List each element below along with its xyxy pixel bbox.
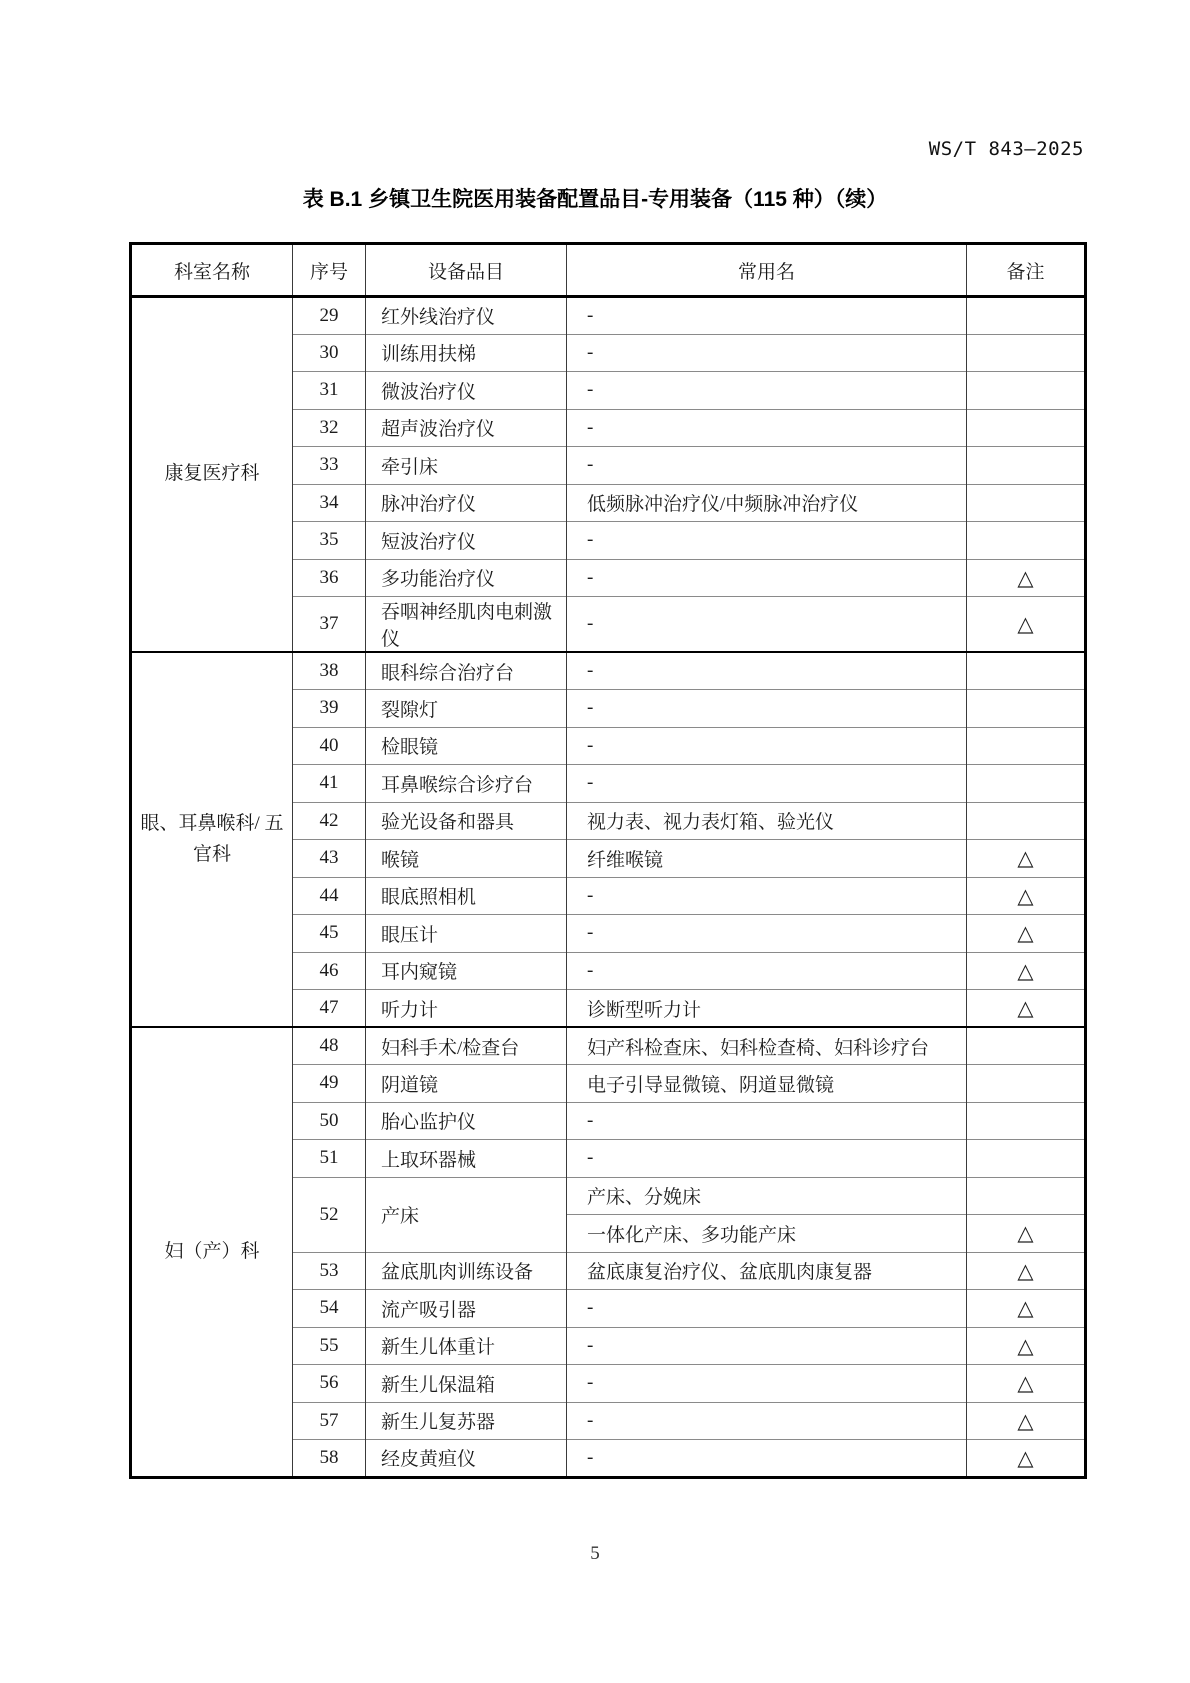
common-name-cell: - [567,447,967,485]
common-name-cell: - [567,334,967,372]
common-name-cell: - [567,1290,967,1328]
equipment-table [129,242,1087,1479]
department-cell: 眼、耳鼻喉科/ 五官科 [131,652,293,1027]
equipment-item-cell: 训练用扶梯 [366,334,567,372]
remark-cell [967,1065,1086,1103]
remark-triangle-icon: △ [967,597,1086,653]
common-name-cell: - [567,765,967,803]
remark-cell [967,1177,1086,1215]
row-number-cell: 31 [293,372,366,410]
common-name-cell: 诊断型听力计 [567,990,967,1028]
department-cell: 妇（产）科 [131,1027,293,1477]
table-title: 表 B.1 乡镇卫生院医用装备配置品目-专用装备（115 种）（续） [302,188,888,211]
equipment-item-cell: 流产吸引器 [366,1290,567,1328]
equipment-item-cell: 阴道镜 [366,1065,567,1103]
equipment-item-cell: 胎心监护仪 [366,1102,567,1140]
equipment-item-cell: 多功能治疗仪 [366,559,567,597]
remark-cell [967,802,1086,840]
common-name-cell: - [567,409,967,447]
remark-triangle-icon: △ [967,559,1086,597]
column-header: 科室名称 [131,244,293,297]
equipment-item-cell: 新生儿体重计 [366,1327,567,1365]
common-name-cell: 电子引导显微镜、阴道显微镜 [567,1065,967,1103]
remark-cell [967,372,1086,410]
equipment-item-cell: 超声波治疗仪 [366,409,567,447]
equipment-item-cell: 短波治疗仪 [366,522,567,560]
table-row [131,297,1086,335]
common-name-cell: 纤维喉镜 [567,840,967,878]
remark-triangle-icon: △ [967,840,1086,878]
remark-cell [967,765,1086,803]
equipment-item-cell: 检眼镜 [366,727,567,765]
common-name-cell: - [567,1402,967,1440]
row-number-cell: 34 [293,484,366,522]
page-number: 5 [590,1543,600,1564]
row-number-cell: 41 [293,765,366,803]
row-number-cell: 47 [293,990,366,1028]
equipment-item-cell: 裂隙灯 [366,690,567,728]
column-header: 设备品目 [366,244,567,297]
column-header: 序号 [293,244,366,297]
row-number-cell: 29 [293,297,366,335]
common-name-cell: - [567,372,967,410]
row-number-cell: 52 [293,1177,366,1252]
row-number-cell: 38 [293,652,366,690]
equipment-item-cell: 微波治疗仪 [366,372,567,410]
row-number-cell: 42 [293,802,366,840]
row-number-cell: 33 [293,447,366,485]
remark-triangle-icon: △ [967,1290,1086,1328]
doc-code: WS/T 843—2025 [928,138,1084,160]
common-name-cell: - [567,597,967,653]
equipment-item-cell: 眼科综合治疗台 [366,652,567,690]
common-name-cell: - [567,1365,967,1403]
equipment-item-cell: 上取环器械 [366,1140,567,1178]
remark-triangle-icon: △ [967,915,1086,953]
remark-cell [967,522,1086,560]
equipment-item-cell: 眼压计 [366,915,567,953]
remark-cell [967,1140,1086,1178]
row-number-cell: 53 [293,1252,366,1290]
row-number-cell: 37 [293,597,366,653]
row-number-cell: 43 [293,840,366,878]
row-number-cell: 35 [293,522,366,560]
common-name-cell: 盆底康复治疗仪、盆底肌肉康复器 [567,1252,967,1290]
remark-triangle-icon: △ [967,1252,1086,1290]
common-name-cell: 一体化产床、多功能产床 [567,1215,967,1253]
remark-cell [967,652,1086,690]
common-name-cell: - [567,915,967,953]
column-header: 备注 [967,244,1086,297]
remark-triangle-icon: △ [967,1440,1086,1478]
row-number-cell: 54 [293,1290,366,1328]
row-number-cell: 45 [293,915,366,953]
equipment-item-cell: 妇科手术/检查台 [366,1027,567,1065]
equipment-item-cell: 经皮黄疸仪 [366,1440,567,1478]
remark-triangle-icon: △ [967,990,1086,1028]
equipment-item-cell: 产床 [366,1177,567,1252]
equipment-item-cell: 牵引床 [366,447,567,485]
table-row [131,652,1086,690]
row-number-cell: 51 [293,1140,366,1178]
remark-triangle-icon: △ [967,1327,1086,1365]
remark-cell [967,484,1086,522]
row-number-cell: 46 [293,952,366,990]
remark-cell [967,1027,1086,1065]
row-number-cell: 32 [293,409,366,447]
equipment-table-wrap [129,242,1086,1479]
row-number-cell: 55 [293,1327,366,1365]
row-number-cell: 44 [293,877,366,915]
common-name-cell: - [567,1440,967,1478]
common-name-cell: - [567,652,967,690]
common-name-cell: 产床、分娩床 [567,1177,967,1215]
equipment-item-cell: 盆底肌肉训练设备 [366,1252,567,1290]
remark-cell [967,727,1086,765]
row-number-cell: 36 [293,559,366,597]
common-name-cell: - [567,690,967,728]
common-name-cell: - [567,1327,967,1365]
row-number-cell: 39 [293,690,366,728]
remark-cell [967,690,1086,728]
remark-triangle-icon: △ [967,952,1086,990]
common-name-cell: - [567,522,967,560]
row-number-cell: 58 [293,1440,366,1478]
row-number-cell: 50 [293,1102,366,1140]
equipment-item-cell: 听力计 [366,990,567,1028]
department-cell: 康复医疗科 [131,297,293,653]
equipment-item-cell: 新生儿保温箱 [366,1365,567,1403]
remark-triangle-icon: △ [967,1402,1086,1440]
remark-cell [967,447,1086,485]
common-name-cell: - [567,559,967,597]
common-name-cell: - [567,877,967,915]
row-number-cell: 30 [293,334,366,372]
remark-cell [967,334,1086,372]
common-name-cell: 低频脉冲治疗仪/中频脉冲治疗仪 [567,484,967,522]
table-row [131,1027,1086,1065]
equipment-item-cell: 耳鼻喉综合诊疗台 [366,765,567,803]
equipment-item-cell: 验光设备和器具 [366,802,567,840]
common-name-cell: - [567,952,967,990]
row-number-cell: 57 [293,1402,366,1440]
row-number-cell: 40 [293,727,366,765]
row-number-cell: 48 [293,1027,366,1065]
equipment-item-cell: 眼底照相机 [366,877,567,915]
common-name-cell: 妇产科检查床、妇科检查椅、妇科诊疗台 [567,1027,967,1065]
table-header-row [131,244,1086,297]
equipment-item-cell: 耳内窥镜 [366,952,567,990]
equipment-item-cell: 新生儿复苏器 [366,1402,567,1440]
remark-triangle-icon: △ [967,1215,1086,1253]
row-number-cell: 49 [293,1065,366,1103]
column-header: 常用名 [567,244,967,297]
equipment-item-cell: 红外线治疗仪 [366,297,567,335]
remark-cell [967,1102,1086,1140]
common-name-cell: 视力表、视力表灯箱、验光仪 [567,802,967,840]
equipment-item-cell: 脉冲治疗仪 [366,484,567,522]
common-name-cell: - [567,1102,967,1140]
equipment-item-cell: 喉镜 [366,840,567,878]
remark-triangle-icon: △ [967,1365,1086,1403]
common-name-cell: - [567,727,967,765]
remark-triangle-icon: △ [967,877,1086,915]
row-number-cell: 56 [293,1365,366,1403]
equipment-item-cell: 吞咽神经肌肉电刺激仪 [366,597,567,653]
common-name-cell: - [567,297,967,335]
remark-cell [967,297,1086,335]
remark-cell [967,409,1086,447]
common-name-cell: - [567,1140,967,1178]
